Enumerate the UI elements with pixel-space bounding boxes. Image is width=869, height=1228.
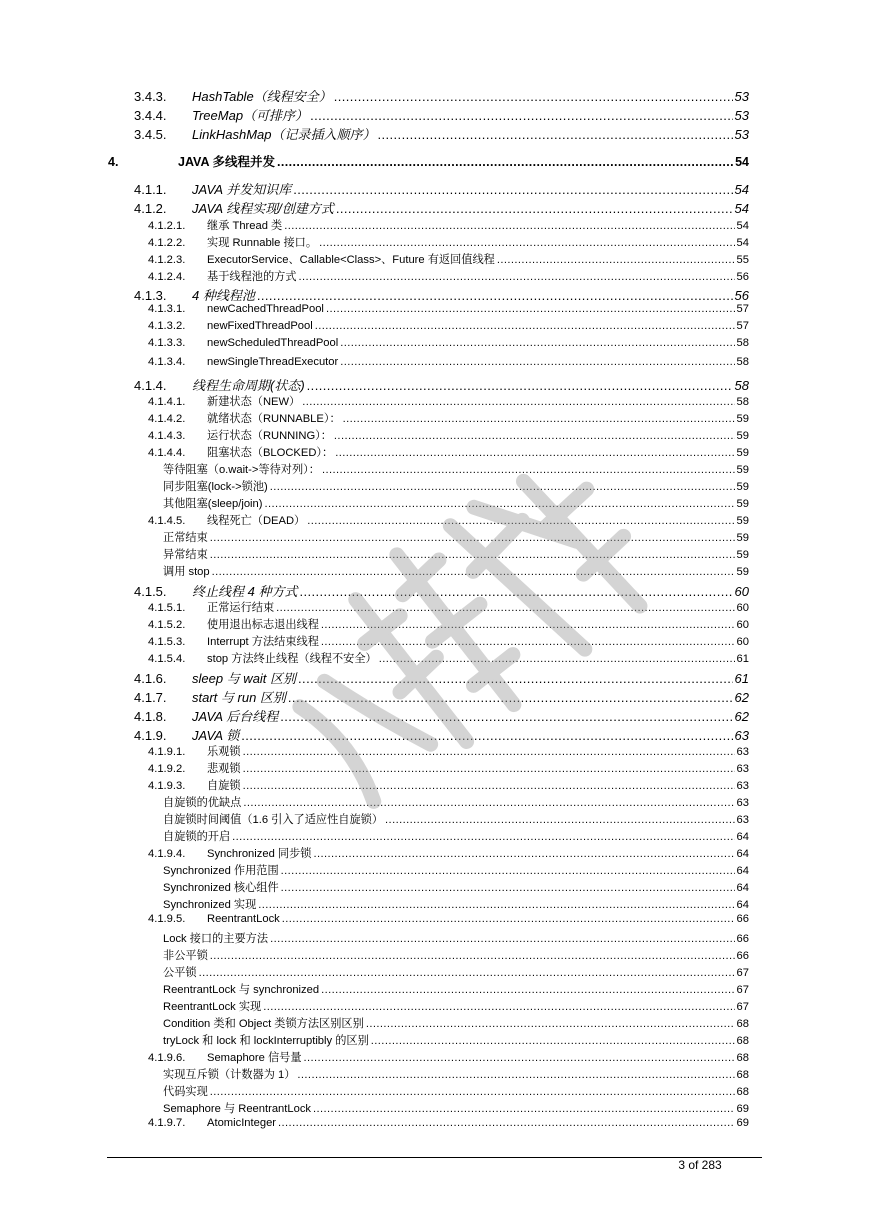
toc-entry-page: 59 (736, 413, 749, 425)
toc-entry-page: 68 (736, 1069, 749, 1081)
toc-entry-title: 正常运行结束 (207, 602, 275, 614)
dot-leader (299, 584, 732, 599)
toc-entry[interactable] (134, 124, 749, 143)
toc-entry-number: 4.1.9.2. (148, 763, 186, 775)
toc-entry-page: 60 (736, 602, 749, 614)
toc-entry[interactable] (148, 427, 749, 443)
toc-entry-title: sleep 与 wait 区别 (192, 671, 297, 686)
dot-leader (210, 1086, 735, 1098)
toc-entry[interactable] (148, 410, 749, 426)
dot-leader (277, 155, 733, 169)
dot-leader (379, 653, 735, 665)
toc-entry-page: 59 (736, 481, 749, 493)
toc-entry-page: 63 (736, 763, 749, 775)
toc-entry-number: 4.1.2.3. (148, 254, 186, 266)
toc-entry-page: 69 (736, 1103, 749, 1115)
dot-leader (378, 127, 733, 142)
toc-entry[interactable] (148, 217, 749, 233)
toc-entry-number: 4.1.5.3. (148, 636, 186, 648)
toc-entry[interactable] (148, 650, 749, 666)
dot-leader (281, 865, 735, 877)
toc-entry[interactable] (163, 546, 749, 562)
toc-entry[interactable] (163, 478, 749, 494)
toc-entry-number: 4.1.9. (134, 728, 167, 743)
dot-leader (321, 984, 734, 996)
toc-entry-title: 新建状态（NEW） (207, 396, 301, 408)
toc-entry[interactable] (134, 86, 749, 105)
toc-entry[interactable] (148, 599, 749, 615)
toc-entry-title: 实现 Runnable 接口。 (207, 237, 318, 249)
toc-entry-title: newFixedThreadPool (207, 320, 313, 332)
dot-leader (263, 1001, 734, 1013)
dot-leader (270, 481, 735, 493)
toc-entry-title: 基于线程池的方式 (207, 271, 297, 283)
toc-entry-page: 68 (736, 1086, 749, 1098)
toc-entry[interactable] (163, 896, 749, 912)
toc-entry-number: 4.1.9.5. (148, 913, 186, 925)
toc-entry-page: 53 (734, 127, 749, 142)
toc-entry-page: 64 (736, 899, 749, 911)
toc-entry-title: 异常结束 (163, 549, 208, 561)
dot-leader (335, 447, 734, 459)
toc-entry-title: LinkHashMap（记录插入顺序） (192, 127, 376, 142)
dot-leader (340, 356, 734, 368)
toc-entry-title: stop 方法终止线程（线程不安全） (207, 653, 377, 665)
toc-entry[interactable] (148, 777, 749, 793)
toc-entry-title: 自旋锁的优缺点 (163, 797, 242, 809)
toc-entry-page: 67 (736, 1001, 749, 1013)
dot-leader (313, 1103, 735, 1115)
toc-entry-title: AtomicInteger (207, 1117, 277, 1129)
toc-entry[interactable] (134, 725, 749, 744)
dot-leader (210, 549, 735, 561)
toc-entry-page: 64 (736, 831, 749, 843)
toc-entry-page: 60 (734, 584, 749, 599)
dot-leader (276, 602, 734, 614)
toc-entry-number: 4.1.5.4. (148, 653, 186, 665)
toc-entry[interactable] (163, 1032, 749, 1048)
toc-entry-number: 4.1.2.1. (148, 220, 186, 232)
toc-entry-page: 60 (736, 619, 749, 631)
toc-entry-title: Synchronized 核心组件 (163, 882, 279, 894)
toc-entry-title: 阻塞状态（BLOCKED）： (207, 447, 334, 459)
toc-entry-number: 4.1.7. (134, 690, 167, 705)
toc-entry-page: 62 (734, 690, 749, 705)
dot-leader (334, 430, 735, 442)
toc-entry[interactable] (163, 964, 749, 980)
dot-leader (321, 619, 735, 631)
toc-entry-title: 非公平锁 (163, 950, 208, 962)
toc-entry-page: 54 (734, 182, 749, 197)
toc-entry-page: 59 (736, 430, 749, 442)
toc-entry-title: JAVA 并发知识库 (192, 182, 292, 197)
toc-entry-title: JAVA 多线程并发 (178, 155, 275, 169)
toc-entry-page: 54 (736, 220, 749, 232)
toc-entry-number: 4.1.4.1. (148, 396, 186, 408)
toc-entry-page: 59 (736, 549, 749, 561)
toc-entry-title: tryLock 和 lock 和 lockInterruptibly 的区别 (163, 1035, 369, 1047)
toc-entry[interactable] (163, 828, 749, 844)
toc-entry-page: 66 (736, 913, 749, 925)
toc-entry[interactable] (148, 251, 749, 267)
toc-entry-page: 54 (734, 201, 749, 216)
toc-entry-title: TreeMap（可排序） (192, 108, 309, 123)
toc-entry[interactable] (163, 1015, 749, 1031)
dot-leader (212, 566, 735, 578)
toc-entry[interactable] (148, 512, 749, 528)
toc-entry[interactable] (148, 320, 749, 332)
toc-entry-title: ReentrantLock (207, 913, 280, 925)
toc-entry-number: 4.1.9.3. (148, 780, 186, 792)
toc-entry-title: Semaphore 信号量 (207, 1052, 302, 1064)
toc-entry[interactable] (163, 529, 749, 545)
dot-leader (321, 636, 735, 648)
toc-entry[interactable] (148, 337, 749, 349)
toc-entry-title: 继承 Thread 类 (207, 220, 283, 232)
toc-entry[interactable] (148, 760, 749, 776)
dot-leader (278, 1117, 735, 1129)
dot-leader (241, 728, 732, 743)
toc-entry-page: 58 (736, 356, 749, 368)
toc-entry-number: 4.1.9.7. (148, 1117, 186, 1129)
dot-leader (307, 378, 733, 393)
toc-entry[interactable] (148, 845, 749, 861)
toc-entry-page: 60 (736, 636, 749, 648)
toc-entry-number: 4.1.4.5. (148, 515, 186, 527)
toc-entry-number: 4.1.4.4. (148, 447, 186, 459)
dot-leader (310, 108, 732, 123)
toc-entry-number: 4.1.3.4. (148, 356, 186, 368)
dot-leader (371, 1035, 735, 1047)
toc-entry-number: 4.1.5.2. (148, 619, 186, 631)
toc-entry-page: 61 (734, 671, 749, 686)
toc-entry-title: newScheduledThreadPool (207, 337, 339, 349)
toc-entry-title: 自旋锁时间阈值（1.6 引入了适应性自旋锁） (163, 814, 384, 826)
toc-entry-number: 4.1.4.2. (148, 413, 186, 425)
toc-entry-title: 正常结束 (163, 532, 208, 544)
toc-entry-title: Synchronized 作用范围 (163, 865, 279, 877)
toc-entry-page: 63 (736, 814, 749, 826)
dot-leader (385, 814, 735, 826)
toc-entry-title: 等待阻塞（o.wait->等待对列）： (163, 464, 320, 476)
dot-leader (340, 337, 734, 349)
toc-entry-title: JAVA 后台线程 (192, 709, 279, 724)
toc-entry-title: 乐观锁 (207, 746, 241, 758)
toc-entry-title: Synchronized 同步锁 (207, 848, 312, 860)
toc-entry-page: 61 (736, 653, 749, 665)
toc-entry-page: 69 (736, 1117, 749, 1129)
toc-entry-number: 4.1.9.4. (148, 848, 186, 860)
toc-entry-number: 4.1.1. (134, 182, 167, 197)
toc-entry-page: 68 (736, 1035, 749, 1047)
toc-entry-title: 线程生命周期(状态) (192, 378, 305, 393)
toc-entry-number: 3.4.5. (134, 127, 167, 142)
toc-entry-number: 3.4.4. (134, 108, 167, 123)
toc-entry-number: 4.1.8. (134, 709, 167, 724)
dot-leader (319, 237, 734, 249)
toc-entry-page: 64 (736, 882, 749, 894)
dot-leader (315, 320, 735, 332)
toc-entry-page: 57 (736, 303, 749, 315)
toc-entry[interactable] (134, 687, 749, 706)
dot-leader (210, 532, 735, 544)
toc-entry-title: Synchronized 实现 (163, 899, 257, 911)
toc-entry[interactable] (163, 930, 749, 946)
toc-entry[interactable] (148, 616, 749, 632)
toc-entry-page: 58 (736, 337, 749, 349)
dot-leader (298, 671, 732, 686)
toc-entry-title: HashTable（线程安全） (192, 89, 332, 104)
toc-entry-page: 54 (736, 237, 749, 249)
dot-leader (304, 1052, 735, 1064)
dot-leader (302, 396, 734, 408)
toc-entry-title: ReentrantLock 与 synchronized (163, 984, 320, 996)
toc-entry[interactable] (163, 811, 749, 827)
toc-entry-page: 55 (736, 254, 749, 266)
toc-entry-page: 63 (736, 780, 749, 792)
toc-entry[interactable] (163, 862, 749, 878)
toc-entry[interactable] (148, 303, 749, 315)
toc-entry[interactable] (134, 198, 749, 217)
toc-entry-title: newCachedThreadPool (207, 303, 324, 315)
toc-entry[interactable] (148, 1117, 749, 1129)
toc-entry-title: 运行状态（RUNNING）： (207, 430, 332, 442)
toc-entry-page: 54 (735, 155, 749, 169)
toc-entry[interactable] (163, 879, 749, 895)
dot-leader (293, 182, 732, 197)
toc-entry-page: 68 (736, 1052, 749, 1064)
dot-leader (336, 201, 733, 216)
toc-entry-number: 4.1.4. (134, 378, 167, 393)
dot-leader (264, 498, 734, 510)
dot-leader (334, 89, 733, 104)
toc-entry-title: 调用 stop (163, 566, 210, 578)
toc-entry-page: 62 (734, 709, 749, 724)
toc-entry-page: 59 (736, 566, 749, 578)
toc-entry-number: 4.1.5.1. (148, 602, 186, 614)
dot-leader (297, 1069, 734, 1081)
toc-entry-title: 同步阻塞(lock->锁池) (163, 481, 268, 493)
toc-entry-page: 56 (736, 271, 749, 283)
toc-entry-number: 4.1.4.3. (148, 430, 186, 442)
toc-entry[interactable] (163, 461, 749, 477)
toc-entry-title: 使用退出标志退出线程 (207, 619, 319, 631)
dot-leader (322, 464, 735, 476)
dot-leader (232, 831, 734, 843)
dot-leader (270, 933, 734, 945)
dot-leader (313, 848, 734, 860)
toc-entry-page: 63 (734, 728, 749, 743)
toc-entry-number: 4.1.3.2. (148, 320, 186, 332)
toc-entry[interactable] (134, 375, 749, 394)
toc-entry-number: 4.1.2.2. (148, 237, 186, 249)
toc-entry[interactable] (108, 152, 749, 170)
dot-leader (299, 271, 735, 283)
toc-entry[interactable] (134, 105, 749, 124)
toc-entry-title: start 与 run 区别 (192, 690, 286, 705)
toc-entry-number: 4.1.3. (134, 288, 167, 303)
toc-entry-number: 4.1.3.1. (148, 303, 186, 315)
dot-leader (210, 950, 735, 962)
toc-entry[interactable] (163, 981, 749, 997)
dot-leader (243, 797, 734, 809)
toc-entry-title: 公平锁 (163, 967, 197, 979)
toc-entry[interactable] (163, 947, 749, 963)
toc-entry[interactable] (148, 743, 749, 759)
toc-entry-page: 66 (736, 950, 749, 962)
toc-entry-title: 代码实现 (163, 1086, 208, 1098)
toc-entry-number: 4.1.3.3. (148, 337, 186, 349)
toc-entry-page: 64 (736, 848, 749, 860)
toc-entry[interactable] (134, 581, 749, 600)
toc-entry-title: Interrupt 方法结束线程 (207, 636, 319, 648)
dot-leader (257, 288, 733, 303)
dot-leader (284, 220, 734, 232)
toc-entry-title: 4 种线程池 (192, 288, 255, 303)
toc-entry[interactable] (163, 1100, 749, 1116)
dot-leader (243, 746, 735, 758)
toc-entry[interactable] (163, 1066, 749, 1082)
toc-entry-page: 59 (736, 515, 749, 527)
toc-entry-title: 实现互斥锁（计数器为 1） (163, 1069, 296, 1081)
toc-entry-title: Lock 接口的主要方法 (163, 933, 269, 945)
dot-leader (343, 413, 735, 425)
toc-entry-number: 3.4.3. (134, 89, 167, 104)
toc-entry-page: 53 (734, 108, 749, 123)
toc-entry-title: newSingleThreadExecutor (207, 356, 339, 368)
toc-entry-page: 56 (734, 288, 749, 303)
dot-leader (282, 913, 735, 925)
toc-entry-page: 58 (734, 378, 749, 393)
toc-entry[interactable] (134, 706, 749, 725)
toc-entry[interactable] (163, 1083, 749, 1099)
dot-leader (243, 780, 735, 792)
toc-entry-page: 63 (736, 797, 749, 809)
toc-entry[interactable] (163, 794, 749, 810)
toc-entry-page: 59 (736, 532, 749, 544)
toc-entry-page: 63 (736, 746, 749, 758)
toc-entry-title: JAVA 锁 (192, 728, 240, 743)
toc-entry-page: 67 (736, 984, 749, 996)
toc-entry-title: 自旋锁的开启 (163, 831, 231, 843)
toc-entry[interactable] (148, 1049, 749, 1065)
toc-entry-page: 66 (736, 933, 749, 945)
toc-entry[interactable] (148, 633, 749, 649)
toc-entry[interactable] (134, 179, 749, 198)
toc-entry-page: 59 (736, 498, 749, 510)
dot-leader (281, 882, 735, 894)
dot-leader (258, 899, 734, 911)
toc-entry[interactable] (148, 356, 749, 368)
toc-entry-number: 4.1.9.1. (148, 746, 186, 758)
toc-entry-title: ExecutorService、Callable<Class>、Future 有返回值线程 (207, 254, 495, 266)
dot-leader (280, 709, 732, 724)
dot-leader (366, 1018, 735, 1030)
dot-leader (288, 690, 733, 705)
toc-entry[interactable] (148, 393, 749, 409)
toc-entry-number: 4.1.5. (134, 584, 167, 599)
page-number: 3 of 283 (678, 1158, 722, 1172)
toc-entry-page: 59 (736, 464, 749, 476)
toc-entry-title: 线程死亡（DEAD） (207, 515, 306, 527)
toc-entry-title: 就绪状态（RUNNABLE）： (207, 413, 341, 425)
toc-entry[interactable] (148, 444, 749, 460)
dot-leader (307, 515, 734, 527)
dot-leader (326, 303, 735, 315)
toc-entry-page: 64 (736, 865, 749, 877)
toc-entry-page: 57 (736, 320, 749, 332)
toc-entry-page: 67 (736, 967, 749, 979)
toc-entry-title: Condition 类和 Object 类锁方法区别区别 (163, 1018, 364, 1030)
toc-entry-page: 59 (736, 447, 749, 459)
toc-entry-page: 68 (736, 1018, 749, 1030)
toc-entry[interactable] (134, 285, 749, 304)
toc-entry-title: 其他阻塞(sleep/join) (163, 498, 263, 510)
toc-entry-title: ReentrantLock 实现 (163, 1001, 262, 1013)
toc-entry-number: 4.1.6. (134, 671, 167, 686)
toc-entry-title: 自旋锁 (207, 780, 241, 792)
toc-entry[interactable] (148, 913, 749, 925)
toc-entry-title: 悲观锁 (207, 763, 241, 775)
toc-entry[interactable] (134, 668, 749, 687)
dot-leader (199, 967, 735, 979)
toc-entry-number: 4.1.2. (134, 201, 167, 216)
toc-entry[interactable] (148, 268, 749, 284)
toc-entry[interactable] (163, 563, 749, 579)
toc-entry-number: 4. (108, 155, 119, 169)
toc-entry[interactable] (163, 998, 749, 1014)
dot-leader (497, 254, 735, 266)
toc-entry-page: 53 (734, 89, 749, 104)
toc-entry-title: 终止线程 4 种方式 (192, 584, 298, 599)
toc-entry-number: 4.1.2.4. (148, 271, 186, 283)
toc-entry-title: Semaphore 与 ReentrantLock (163, 1103, 312, 1115)
toc-entry-number: 4.1.9.6. (148, 1052, 186, 1064)
dot-leader (243, 763, 735, 775)
toc-entry[interactable] (163, 495, 749, 511)
toc-entry-page: 58 (736, 396, 749, 408)
toc-entry-title: JAVA 线程实现/创建方式 (192, 201, 334, 216)
toc-entry[interactable] (148, 234, 749, 250)
